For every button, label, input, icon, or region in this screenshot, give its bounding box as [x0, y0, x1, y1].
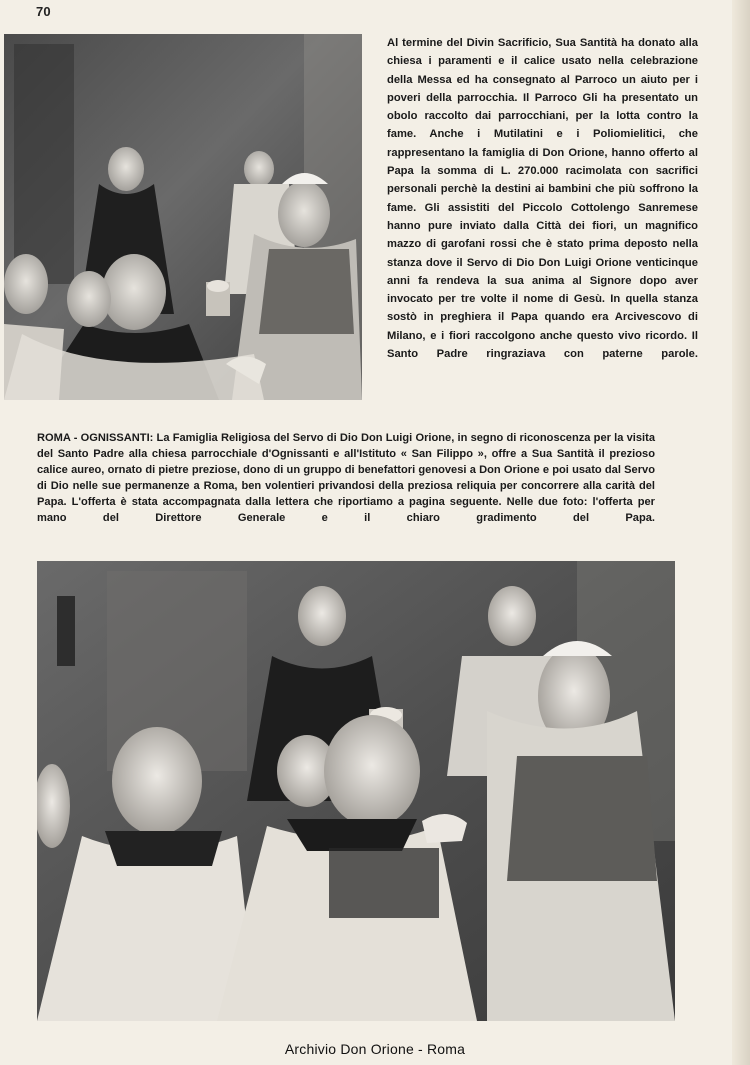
photo-chalice-offering-top	[4, 34, 362, 400]
article-right-column-text: Al termine del Divin Sacrificio, Sua Santità ha donato alla chiesa i paramenti e il calice usato nella celebrazione della Messa ed ha consegnato al Parroco un aiuto per i poveri della parrocchia. Il Parroco Gli ha presentato un obolo raccolto dai parrocchiani, per la lotta contro la fame. Anche i Mutilatini e i Poliomielitici, che rappresentano la famiglia di Don Orione, hanno offerto al Papa la somma di L. 270.000 racimolata con sacrifici personali perchè la destini ai bambini che più soffrono la fame. Gli assistiti del Piccolo Cottolengo Sanremese hanno pure inviato dalla Città dei fiori, un magnifico mazzo di garofani rossi che è stato prima deposto nella stanza dove il Servo di Dio Don Luigi Orione venticinque anni fa rendeva la sua anima al Signore dopo aver invocato per tre volte il nome di Gesù. In quella stanza sostò in preghiera il Papa quando era Arcivescovo di Milano, e i fiori raccolgono anche questo vivo ricordo. Il Santo Padre ringraziava con paterne parole.	[387, 37, 698, 361]
photo-caption: ROMA - OGNISSANTI: La Famiglia Religiosa del Servo di Dio Don Luigi Orione, in segno di riconoscenza per la visita del Santo Padre alla chiesa parrocchiale d'Ognissanti e all'Istituto « San Filippo », offre a Sua Santità il prezioso calice aureo, ornato di pietre preziose, dono di un gruppo di benefattori genovesi a Don Orione e poi usato dal Servo di Dio nelle sue permanenze a Roma, ben volentieri privandosi della preziosa reliquia per concorrere alla carità del Papa. L'offerta è stata accompagnata dalla lettera che riportiamo a pagina seguente. Nelle due foto: l'offerta per mano del Direttore Generale e il chiaro gradimento del Papa.	[37, 432, 655, 525]
photo-chalice-offering-bottom	[37, 561, 675, 1021]
page-edge-shadow	[732, 0, 750, 1065]
archive-label: Archivio Don Orione - Roma	[284, 1041, 466, 1057]
page-number: 70	[36, 4, 51, 19]
